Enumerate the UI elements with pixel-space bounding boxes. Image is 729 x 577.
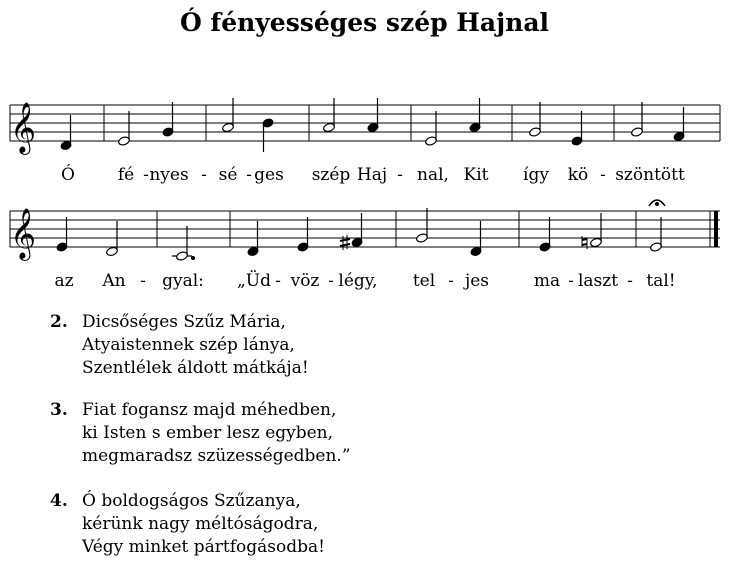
lyric-syllable: An	[102, 271, 126, 291]
lyric-syllable: nyes	[149, 165, 189, 185]
lyric-syllable: ma	[533, 271, 561, 291]
verse-line: Végy minket pártfogásodba!	[82, 537, 325, 557]
treble-clef-icon	[10, 208, 36, 261]
lyrics-line-1	[61, 164, 685, 185]
lyric-hyphen: -	[246, 165, 252, 185]
treble-clef-icon	[10, 102, 36, 155]
verse-line: Fiat fogansz majd méhedben,	[82, 400, 337, 420]
lyric-hyphen: -	[600, 165, 606, 185]
lyric-syllable: laszt	[577, 271, 619, 291]
lyric-syllable: szöntött	[615, 165, 685, 185]
lyric-hyphen: -	[568, 271, 574, 291]
lyric-syllable: légy,	[338, 271, 378, 291]
lyric-hyphen: -	[328, 271, 334, 291]
sharp-icon	[340, 235, 350, 250]
lyric-syllable: tel	[412, 271, 436, 291]
verse-number: 2.	[50, 312, 68, 332]
lyric-hyphen: -	[397, 165, 403, 185]
lyric-hyphen: -	[140, 271, 146, 291]
lyric-hyphen: -	[201, 165, 207, 185]
lyric-syllable: az	[54, 271, 74, 291]
notes	[60, 98, 685, 152]
lyric-syllable: nal,	[417, 165, 449, 185]
fermata-icon	[649, 200, 665, 206]
lyric-syllable: gyal:	[162, 271, 204, 291]
lyric-syllable: szép	[311, 165, 351, 185]
verse-line: ki Isten s ember lesz egyben,	[82, 423, 334, 443]
verse-line: Szentlélek áldott mátkája!	[82, 358, 309, 378]
lyric-syllable: jes	[464, 271, 490, 291]
verse-line: Atyaistennek szép lánya,	[82, 335, 295, 355]
lyric-hyphen: -	[143, 165, 149, 185]
song-title: Ó fényességes szép Hajnal	[179, 8, 550, 37]
lyric-syllable: sé	[218, 165, 238, 185]
lyric-hyphen: -	[448, 271, 454, 291]
svg-text:𝄞: 𝄞	[10, 208, 37, 259]
verse-line: Dicsőséges Szűz Mária,	[82, 312, 286, 332]
lyric-syllable: „Üd	[236, 271, 272, 291]
verse-line: kérünk nagy méltóságodra,	[82, 514, 319, 534]
lyric-syllable: Haj	[356, 165, 388, 185]
verse-number: 4.	[50, 491, 68, 511]
music-staff-2	[0, 196, 729, 296]
notes	[56, 200, 665, 261]
verse-number: 3.	[50, 400, 68, 420]
lyric-syllable: így	[523, 165, 549, 185]
lyric-syllable: Kit	[463, 165, 489, 185]
lyric-syllable: fé	[117, 165, 135, 185]
lyric-syllable: ges	[254, 165, 284, 185]
svg-text:𝄞: 𝄞	[10, 102, 37, 153]
music-staff-1	[0, 90, 729, 190]
verse-line: Ó boldogságos Szűzanya,	[82, 491, 301, 511]
lyric-hyphen: -	[627, 271, 633, 291]
lyric-syllable: kö	[567, 165, 589, 185]
lyric-syllable: vöz	[290, 271, 320, 291]
lyric-syllable: tal!	[646, 271, 676, 291]
lyric-hyphen: -	[275, 271, 281, 291]
lyrics-line-2	[54, 270, 675, 291]
lyric-syllable: Ó	[61, 165, 75, 185]
verse-line: megmaradsz szüzességedben.”	[82, 446, 351, 466]
